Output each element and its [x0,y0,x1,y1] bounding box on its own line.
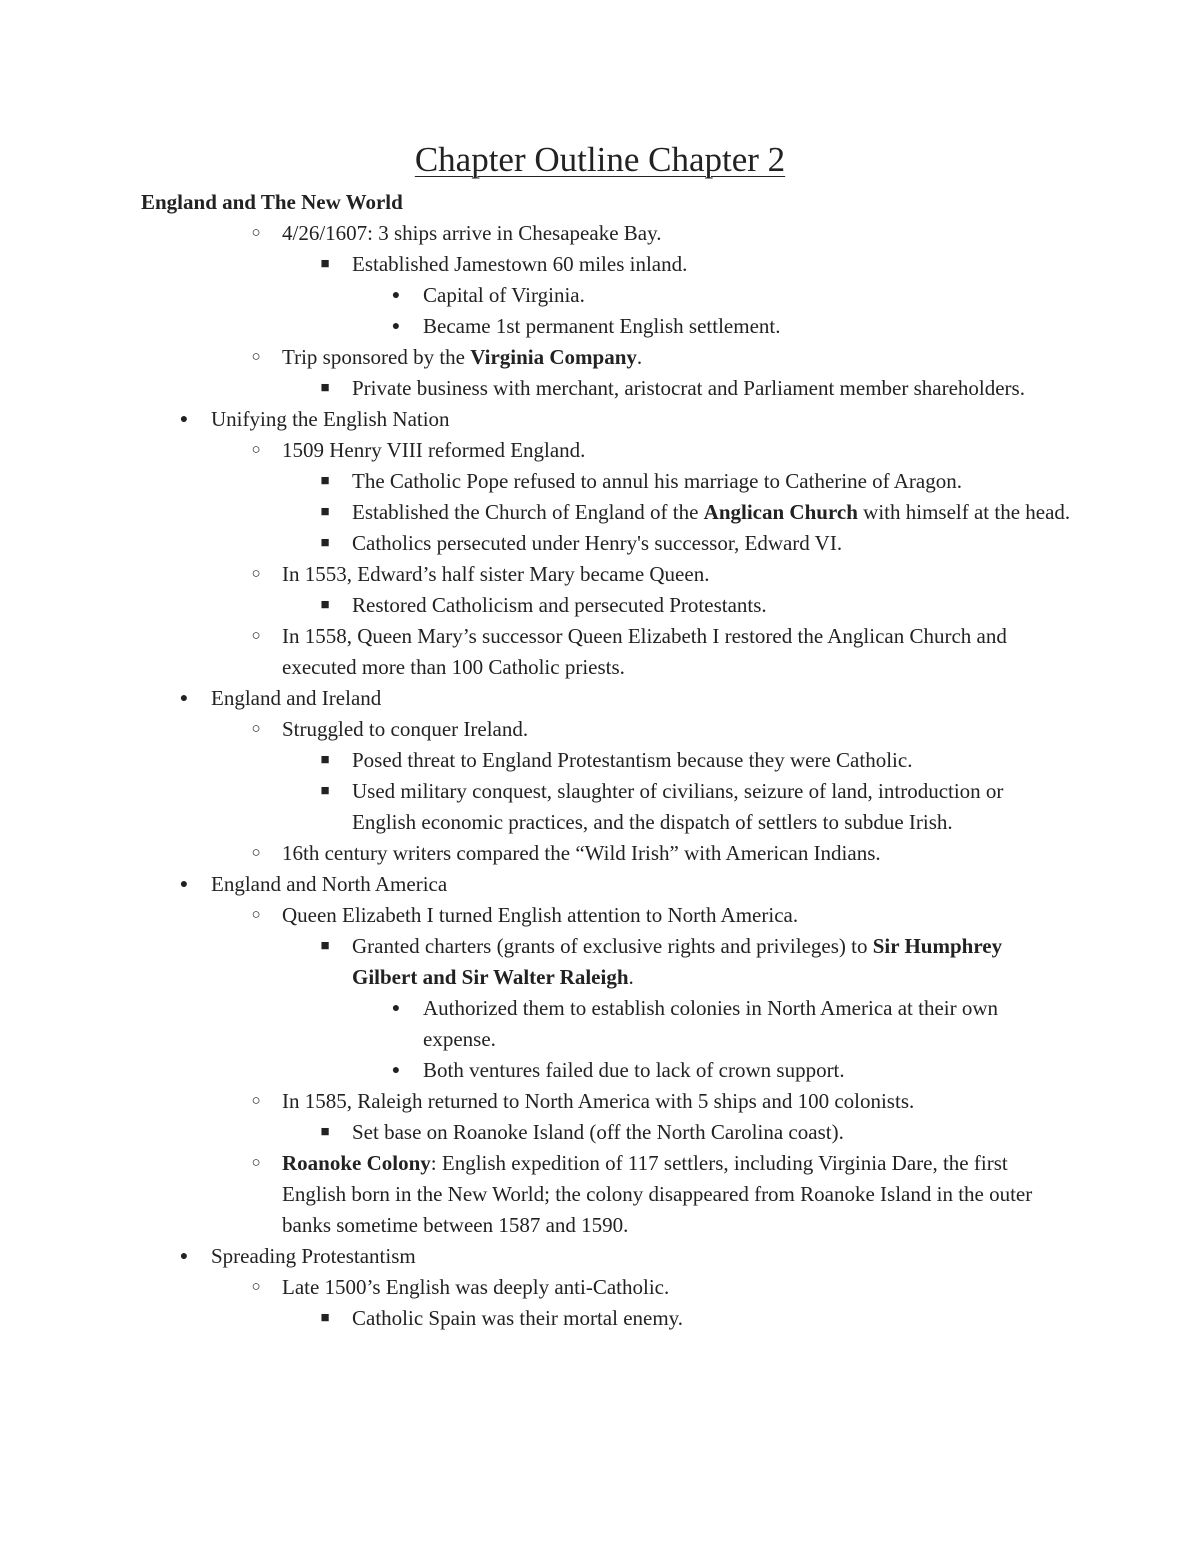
outline-item-text [282,1086,1072,1117]
outline-item-level-4 [0,1055,1200,1086]
bullet-marker: ■ [320,752,330,768]
outline-item-level-2 [0,900,1200,931]
outline-item-level-2 [0,218,1200,249]
bullet-marker: ● [391,288,401,303]
bullet-marker: ○ [251,907,261,923]
text-run: The Catholic Pope refused to annul his marriage to Catherine of Aragon. [352,469,962,493]
text-run: Became 1st permanent English settlement. [423,314,781,338]
outline-item-level-3 [0,776,1200,838]
text-run: Established the Church of England of the [352,500,704,524]
text-run: In 1585, Raleigh returned to North America with 5 ships and 100 colonists. [282,1089,915,1113]
outline-item-text [423,311,1073,342]
text-run: Posed threat to England Protestantism because they were Catholic. [352,748,913,772]
text-run: . [636,345,643,369]
bullet-marker: ○ [251,566,261,582]
outline-item-level-2 [0,621,1200,683]
outline-item-level-2 [0,1272,1200,1303]
bullet-marker: ● [391,1001,401,1016]
outline-item-text [282,1272,1072,1303]
bullet-marker: ○ [251,225,261,241]
text-run: Spreading Protestantism [211,1244,416,1268]
bullet-marker: ● [179,877,189,892]
outline-item-level-2 [0,1086,1200,1117]
outline-item-text [211,869,1071,900]
text-run: Granted charters (grants of exclusive rights and privileges) to [352,934,873,958]
outline-item-level-1 [0,404,1200,435]
bullet-marker: ■ [320,504,330,520]
outline-item-level-4 [0,311,1200,342]
bold-term: Virginia Company [470,345,637,369]
outline-item-text [211,683,1071,714]
outline-item-text [282,714,1072,745]
outline-item-text [282,838,1072,869]
outline-item-text [211,404,1071,435]
outline-item-text [282,559,1072,590]
bullet-marker: ○ [251,349,261,365]
text-run: Queen Elizabeth I turned English attention to North America. [282,903,799,927]
outline-item-level-3 [0,931,1200,993]
outline-item-text [282,342,1072,373]
text-run: Catholics persecuted under Henry's successor, Edward VI. [352,531,843,555]
text-run: In 1558, Queen Mary’s successor Queen Elizabeth I restored the Anglican Church and executed more than 100 Catholic priests. [282,624,1007,679]
bold-term: Sir Humphrey Gilbert and Sir Walter Raleigh [352,934,1003,989]
bullet-marker: ○ [251,628,261,644]
outline-item-text [352,776,1072,838]
text-run: Catholic Spain was their mortal enemy. [352,1306,684,1330]
outline-item-text [282,621,1072,683]
outline-item-text [352,249,1072,280]
outline-item-level-3 [0,249,1200,280]
outline-item-text [352,1303,1072,1334]
bullet-marker: ● [179,412,189,427]
bullet-marker: ○ [251,1093,261,1109]
bullet-marker: ■ [320,256,330,272]
outline-item-text [352,373,1072,404]
outline-item-text [282,1148,1072,1241]
outline-item-text [352,497,1072,528]
text-run: Private business with merchant, aristocrat and Parliament member shareholders. [352,376,1025,400]
outline-item-level-2 [0,342,1200,373]
section-heading: England and The New World [141,190,403,214]
outline-item-level-3 [0,1117,1200,1148]
bullet-marker: ■ [320,938,330,954]
text-run: England and Ireland [211,686,382,710]
text-run: England and North America [211,872,448,896]
outline-item-text [282,435,1072,466]
outline-item-text [423,280,1073,311]
text-run: 4/26/1607: 3 ships arrive in Chesapeake Bay. [282,221,662,245]
outline-list [0,218,1200,1334]
bullet-marker: ■ [320,783,330,799]
page-title: Chapter Outline Chapter 2 [414,140,786,179]
text-run: . [628,965,634,989]
text-run: Set base on Roanoke Island (off the North Carolina coast). [352,1120,844,1144]
outline-item-level-3 [0,1303,1200,1334]
outline-item-level-3 [0,590,1200,621]
text-run: Used military conquest, slaughter of civilians, seizure of land, introduction or English economic practices, and the dispatch of settlers to subdue Irish. [352,779,1004,834]
outline-item-text [211,1241,1071,1272]
bullet-marker: ○ [251,845,261,861]
outline-item-text [352,528,1072,559]
outline-item-level-1 [0,1241,1200,1272]
text-run: : English expedition of 117 settlers, including Virginia Dare, the first English born in the New World; the colony disappeared from Roanoke Island in the outer banks sometime between 1587 and 1590. [282,1151,1033,1237]
outline-item-level-2 [0,1148,1200,1241]
outline-item-text [282,218,1072,249]
text-run: Late 1500’s English was deeply anti-Catholic. [282,1275,670,1299]
bullet-marker: ■ [320,473,330,489]
bullet-marker: ■ [320,1310,330,1326]
outline-item-text [423,993,1073,1055]
outline-item-level-3 [0,528,1200,559]
outline-item-text [352,931,1072,993]
bullet-marker: ○ [251,721,261,737]
outline-item-level-1 [0,683,1200,714]
text-run: In 1553, Edward’s half sister Mary became Queen. [282,562,710,586]
bullet-marker: ○ [251,1155,261,1171]
outline-item-level-4 [0,280,1200,311]
text-run: 1509 Henry VIII reformed England. [282,438,586,462]
text-run: Authorized them to establish colonies in North America at their own expense. [423,996,999,1051]
outline-item-level-4 [0,993,1200,1055]
outline-item-text [352,466,1072,497]
bullet-marker: ■ [320,597,330,613]
outline-item-level-1 [0,869,1200,900]
text-run: 16th century writers compared the “Wild Irish” with American Indians. [282,841,881,865]
bold-term: Anglican Church [703,500,858,524]
outline-item-text [423,1055,1073,1086]
outline-item-level-2 [0,714,1200,745]
text-run: Established Jamestown 60 miles inland. [352,252,688,276]
bullet-marker: ○ [251,1279,261,1295]
text-run: Capital of Virginia. [423,283,585,307]
text-run: Trip sponsored by the [282,345,471,369]
text-run: Unifying the English Nation [211,407,450,431]
outline-item-level-3 [0,466,1200,497]
outline-item-level-3 [0,373,1200,404]
bullet-marker: ● [179,691,189,706]
text-run: with himself at the head. [857,500,1071,524]
outline-item-text [352,590,1072,621]
outline-item-level-2 [0,435,1200,466]
bullet-marker: ● [391,319,401,334]
bullet-marker: ● [179,1249,189,1264]
outline-item-level-2 [0,559,1200,590]
text-run: Both ventures failed due to lack of crown support. [423,1058,845,1082]
bullet-marker: ■ [320,535,330,551]
bold-term: Roanoke Colony [282,1151,431,1175]
outline-item-text [282,900,1072,931]
outline-item-level-3 [0,745,1200,776]
bullet-marker: ■ [320,1124,330,1140]
text-run: Struggled to conquer Ireland. [282,717,529,741]
outline-item-level-3 [0,497,1200,528]
bullet-marker: ● [391,1063,401,1078]
outline-item-text [352,745,1072,776]
bullet-marker: ○ [251,442,261,458]
bullet-marker: ■ [320,380,330,396]
outline-item-text [352,1117,1072,1148]
text-run: Restored Catholicism and persecuted Protestants. [352,593,767,617]
outline-item-level-2 [0,838,1200,869]
